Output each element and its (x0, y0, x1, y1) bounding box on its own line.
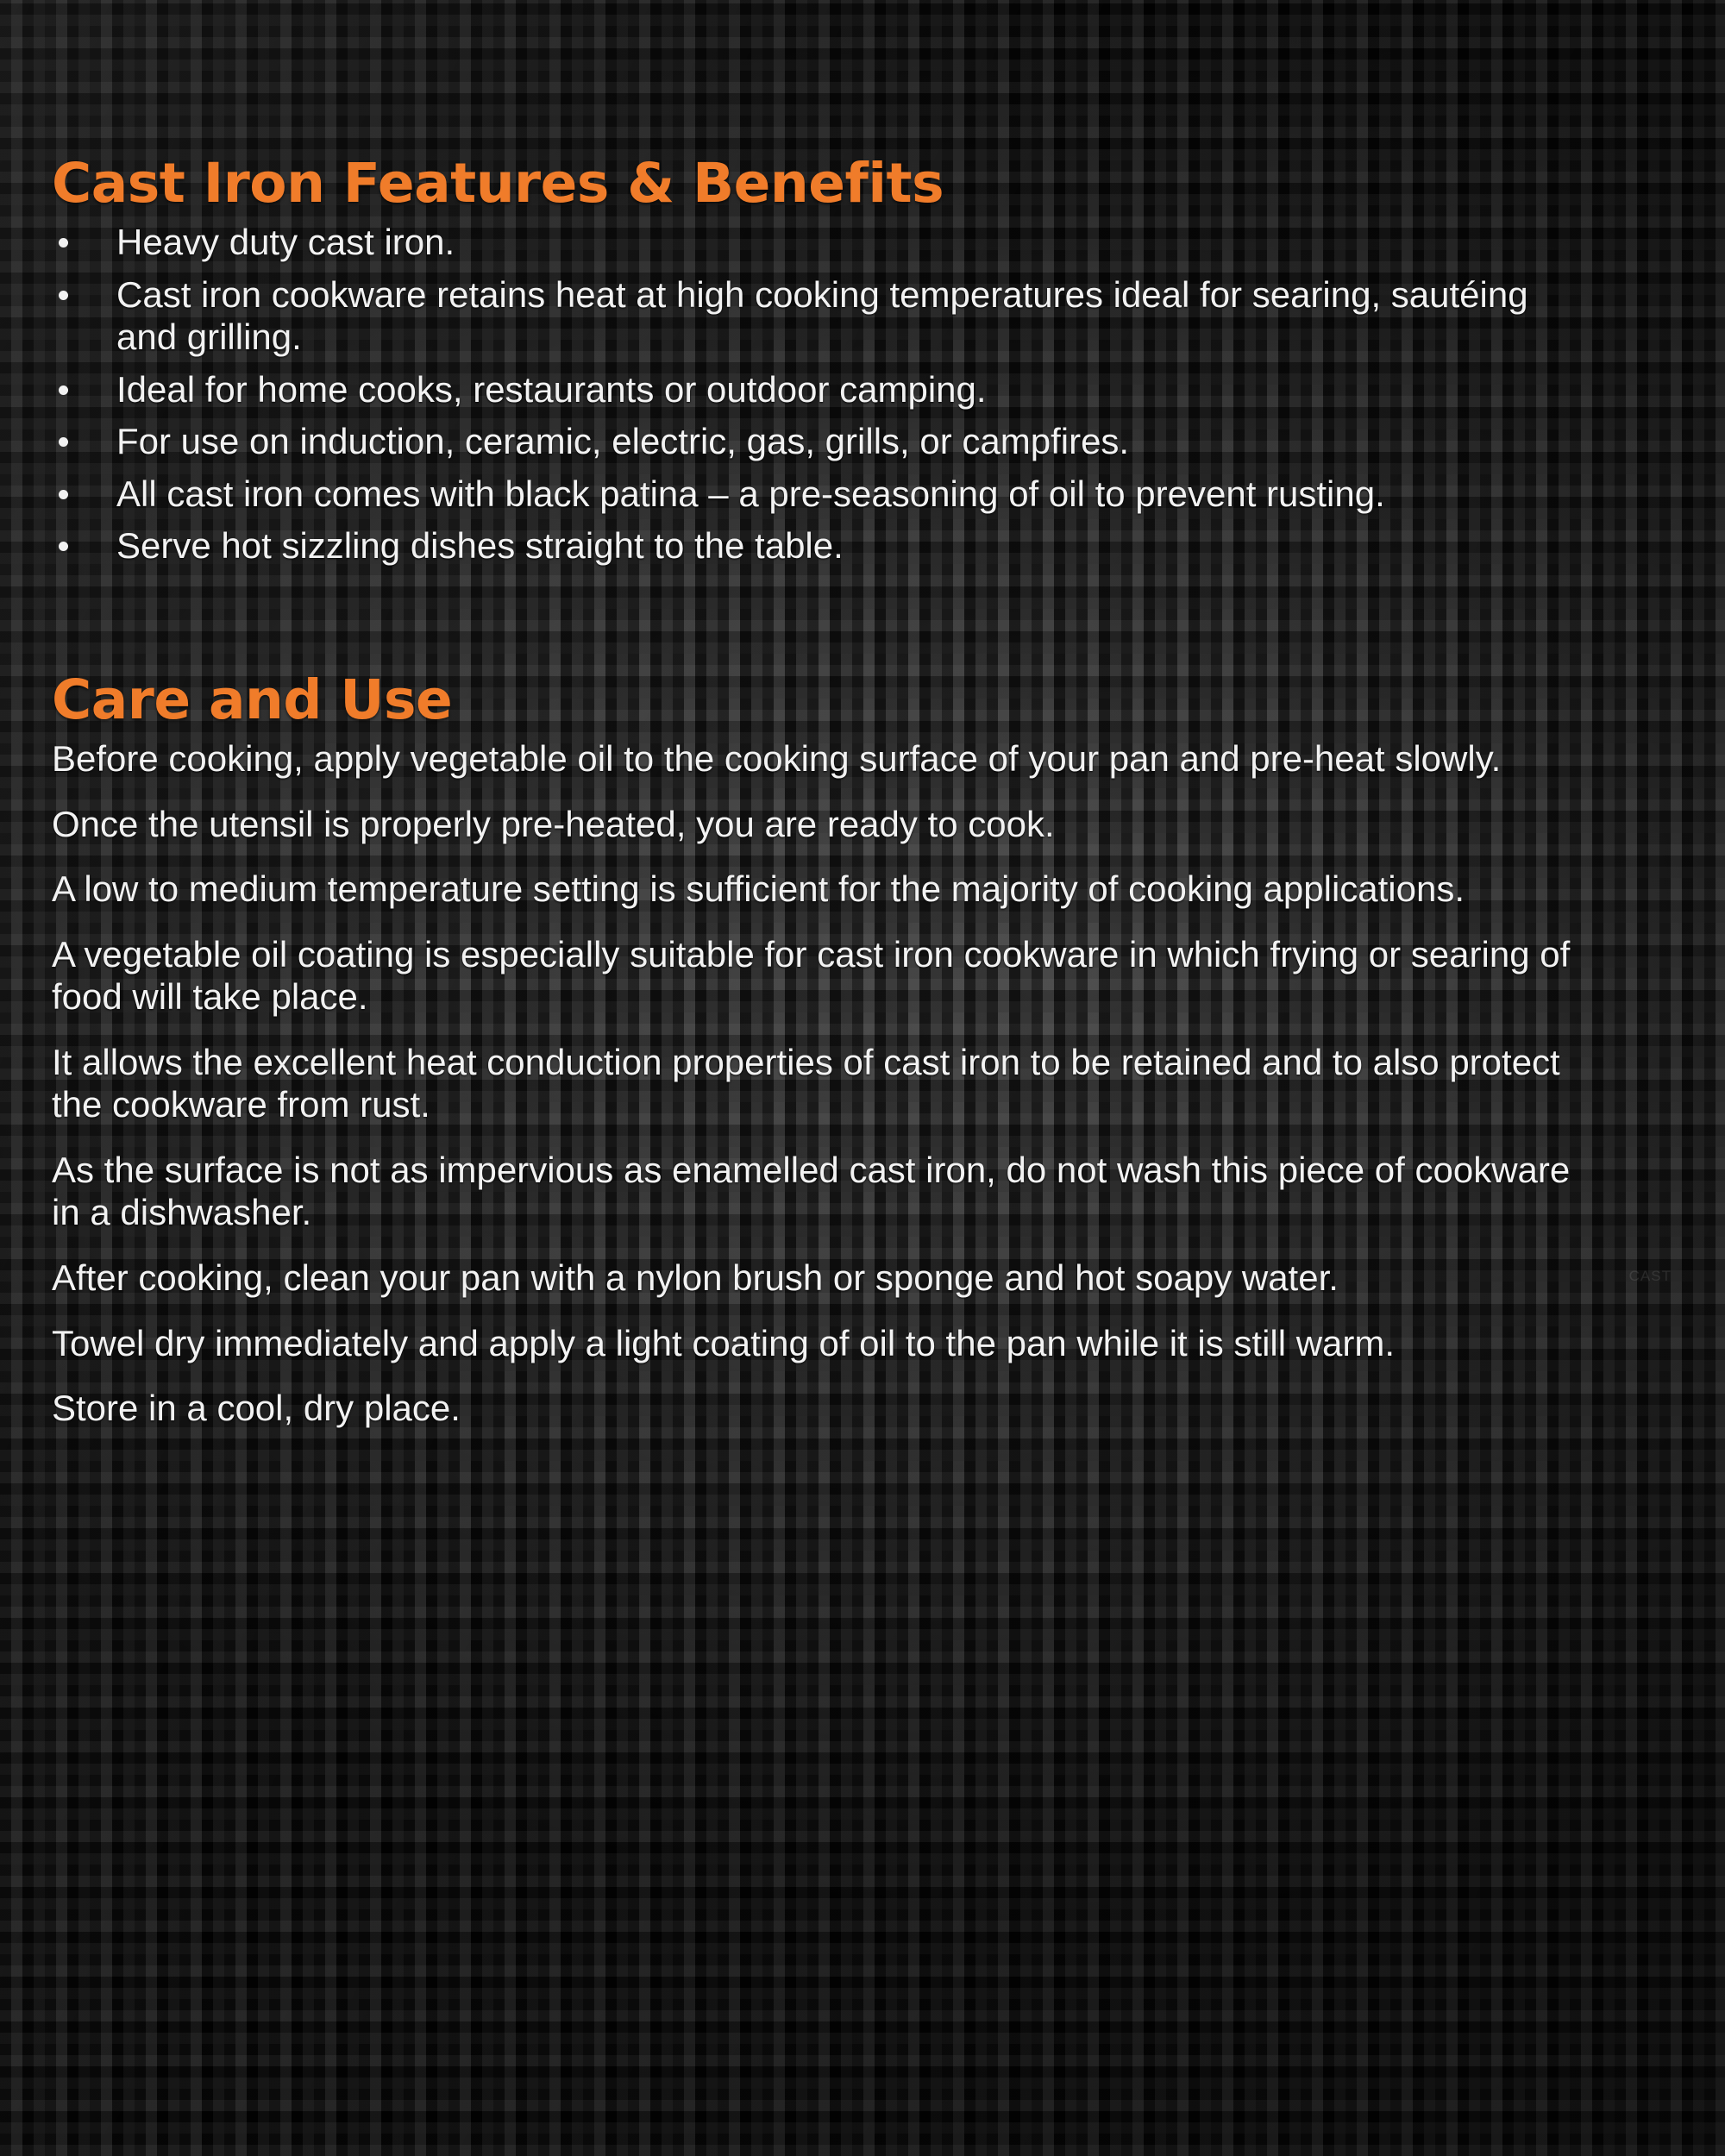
list-item (52, 273, 1596, 359)
care-paragraph-list (52, 737, 1596, 1430)
list-item (52, 524, 1596, 567)
list-item: Store in a cool, dry place. (52, 1388, 461, 1429)
bullet-dot-icon (59, 437, 68, 447)
section-spacer (52, 577, 1596, 672)
features-list (52, 221, 1596, 567)
watermark-text: CAST (1628, 1268, 1672, 1284)
list-item: A vegetable oil coating is especially suitable for cast iron cookware in which frying or searing of food will take place. (52, 933, 1571, 1018)
bullet-dot-icon (59, 490, 68, 499)
care-section-title: Care and Use (52, 667, 453, 731)
bullet-dot-icon (59, 542, 68, 551)
bullet-dot-icon (59, 238, 68, 248)
list-item (52, 221, 1596, 264)
list-item (52, 420, 1596, 463)
features-section-title: Cast Iron Features & Benefits (52, 152, 944, 215)
list-item: Before cooking, apply vegetable oil to the cooking surface of your pan and pre-heat slowly. (52, 738, 1502, 780)
list-item: A low to medium temperature setting is sufficient for the majority of cooking applications. (52, 868, 1465, 910)
bullet-dot-icon (59, 385, 68, 395)
list-item-text: Heavy duty cast iron. (116, 222, 455, 263)
list-item-text: For use on induction, ceramic, electric, gas, grills, or campfires. (116, 421, 1130, 462)
list-item (52, 473, 1596, 516)
list-item-text: All cast iron comes with black patina – a pre-seasoning of oil to prevent rusting. (116, 473, 1385, 514)
list-item: After cooking, clean your pan with a nylon brush or sponge and hot soapy water. (52, 1257, 1339, 1299)
list-item: Once the utensil is properly pre-heated, you are ready to cook. (52, 803, 1055, 844)
list-item-text: Serve hot sizzling dishes straight to the table. (116, 525, 844, 567)
list-item-text: Cast iron cookware retains heat at high cooking temperatures ideal for searing, sautéing and grilling. (116, 273, 1528, 358)
bullet-dot-icon (59, 291, 68, 300)
list-item: Towel dry immediately and apply a light coating of oil to the pan while it is still warm. (52, 1322, 1396, 1363)
list-item: As the surface is not as impervious as enamelled cast iron, do not wash this piece of cookware in a dishwasher. (52, 1149, 1571, 1233)
list-item-text: Ideal for home cooks, restaurants or outdoor camping. (116, 368, 987, 410)
list-item (52, 368, 1596, 411)
list-item: It allows the excellent heat conduction properties of cast iron to be retained and to also protect the cookware from rust. (52, 1041, 1560, 1125)
